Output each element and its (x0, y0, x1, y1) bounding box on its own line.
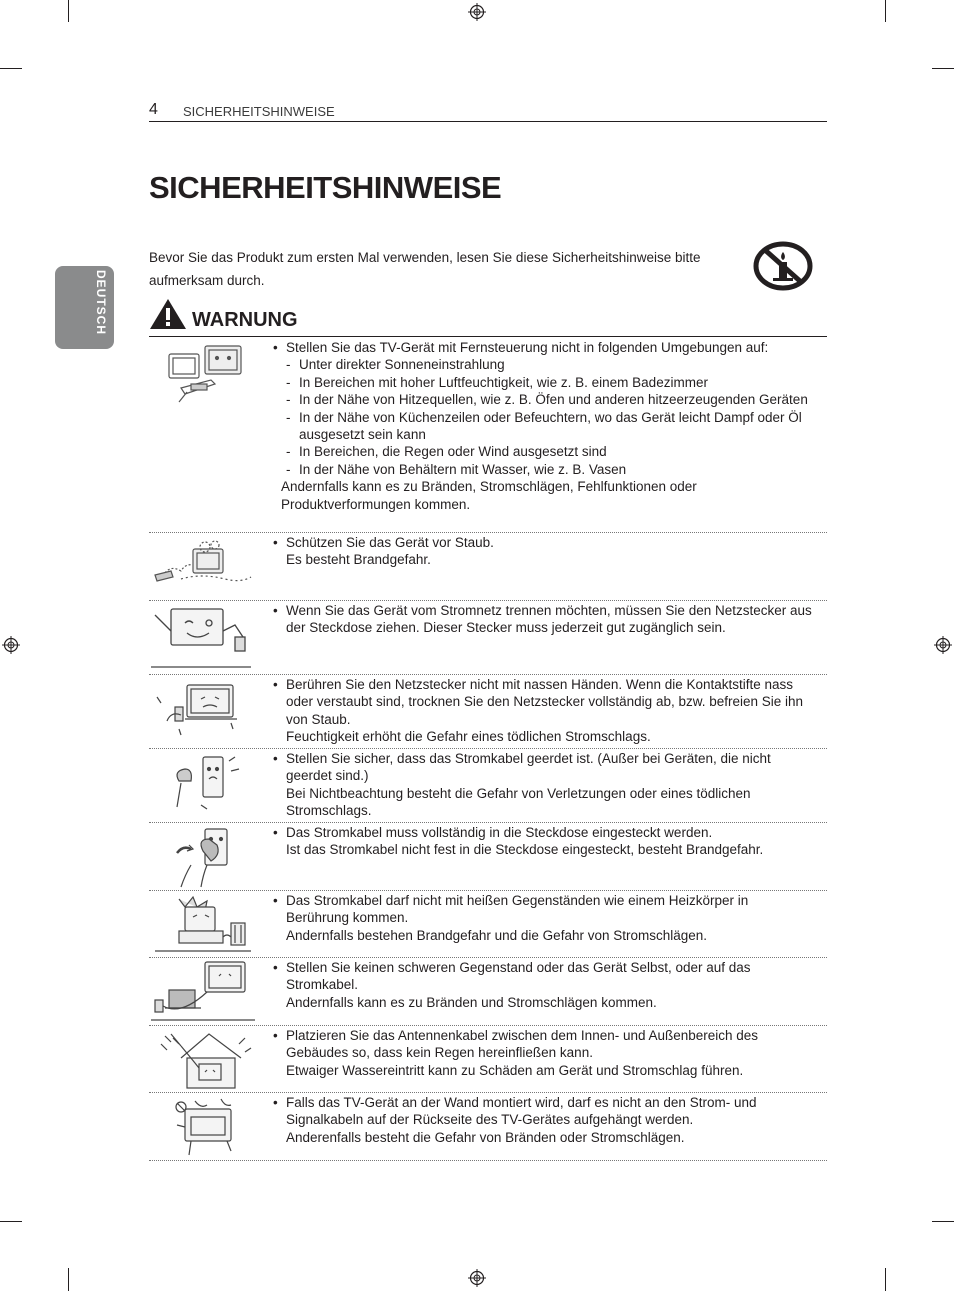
safety-item-4 (149, 675, 827, 749)
safety-item-text (273, 339, 813, 513)
registration-mark-icon (2, 636, 20, 654)
safety-item-2 (149, 533, 827, 601)
safety-item-5 (149, 749, 827, 823)
no-candle-icon (753, 240, 813, 292)
safety-item-1 (149, 338, 827, 533)
header-rule (149, 121, 827, 122)
consequence-text: Etwaiger Wassereintritt kann zu Schäden am Gerät und Stromschlag führen. (286, 1062, 744, 1078)
registration-mark-icon (934, 636, 952, 654)
consequence-text: Es besteht Brandgefahr. (286, 552, 431, 568)
safety-item-9 (149, 1026, 827, 1093)
safety-item-text (273, 824, 813, 859)
bullet-text: • Platzieren Sie das Antennenkabel zwischen dem Innen- und Außenbereich des Gebäudes so, dass kein Regen hereinfließen kann. (273, 1027, 813, 1062)
heavy-object-illustration-icon (151, 960, 261, 1022)
crop-mark (68, 1268, 69, 1291)
safety-item-text (273, 959, 813, 1011)
plug-insert-illustration-icon (151, 825, 261, 889)
warning-triangle-icon (149, 298, 187, 330)
dust-illustration-icon (151, 535, 261, 595)
intro-text: Bevor Sie das Produkt zum ersten Mal verwenden, lesen Sie diese Sicherheitshinweise bitte aufmerksam durch. (149, 250, 701, 288)
safety-item-text (273, 534, 813, 569)
page-number: 4 (149, 101, 158, 118)
bullet-text: • Stellen Sie keinen schweren Gegenstand oder das Gerät Selbst, oder auf das Stromkabel. (273, 959, 813, 994)
page-title: SICHERHEITSHINWEISE (149, 170, 502, 205)
wet-hands-illustration-icon (151, 677, 261, 743)
crop-mark (68, 0, 69, 22)
registration-mark-icon (468, 1269, 486, 1287)
tv-environment-illustration-icon (151, 340, 261, 410)
crop-mark (0, 1221, 22, 1222)
antenna-cable-illustration-icon (151, 1028, 261, 1090)
safety-item-text (273, 750, 813, 820)
bullet-text: • Falls das TV-Gerät an der Wand montiert wird, darf es nicht an den Strom- und Signalkabeln auf der Rückseite des TV-Gerätes aufgehängt werden. (273, 1094, 813, 1129)
registration-mark-icon (468, 3, 486, 21)
consequence-text: Andernfalls kann es zu Bränden, Stromschlägen, Fehlfunktionen oder Produktverformungen kommen. (281, 479, 697, 512)
sub-item: - In der Nähe von Behältern mit Wasser, wie z. B. Vasen (273, 461, 813, 478)
bullet-text: • Stellen Sie sicher, dass das Stromkabel geerdet ist. (Außer bei Geräten, die nicht geerdet sind.) (273, 750, 813, 785)
bullet-text: • Wenn Sie das Gerät vom Stromnetz trennen möchten, müssen Sie den Netzstecker aus der Steckdose ziehen. Dieser Stecker muss jederzeit gut zugänglich sein. (273, 602, 813, 637)
bullet-text: • Stellen Sie das TV-Gerät mit Fernsteuerung nicht in folgenden Umgebungen auf: (273, 339, 813, 356)
bullet-text: • Das Stromkabel darf nicht mit heißen Gegenständen wie einem Heizkörper in Berührung kommen. (273, 892, 813, 927)
sub-item: - In der Nähe von Hitzequellen, wie z. B. Öfen und anderen hitzeerzeugenden Geräten (273, 391, 813, 408)
grounded-plug-illustration-icon (151, 751, 261, 817)
sub-item: - In Bereichen, die Regen oder Wind ausgesetzt sind (273, 443, 813, 460)
unplug-illustration-icon (151, 603, 261, 669)
safety-item-text (273, 602, 813, 637)
safety-item-text (273, 676, 813, 746)
safety-item-3 (149, 601, 827, 675)
safety-item-8 (149, 958, 827, 1026)
sub-item: - Unter direkter Sonneneinstrahlung (273, 356, 813, 373)
safety-item-6 (149, 823, 827, 891)
crop-mark (885, 1268, 886, 1291)
running-header: SICHERHEITSHINWEISE (183, 104, 335, 119)
crop-mark (932, 1221, 954, 1222)
safety-item-7 (149, 891, 827, 958)
safety-item-text (273, 892, 813, 944)
sub-item: - In Bereichen mit hoher Luftfeuchtigkeit, wie z. B. einem Badezimmer (273, 374, 813, 391)
safety-item-10 (149, 1093, 827, 1161)
consequence-text: Feuchtigkeit erhöht die Gefahr eines tödlichen Stromschlags. (286, 729, 651, 745)
consequence-text: Andernfalls kann es zu Bränden und Stromschlägen kommen. (286, 994, 657, 1010)
crop-mark (885, 0, 886, 22)
crop-mark (0, 68, 22, 69)
consequence-text: Andernfalls bestehen Brandgefahr und die Gefahr von Stromschlägen. (286, 927, 708, 943)
consequence-text: Bei Nichtbeachtung besteht die Gefahr von Verletzungen oder eines tödlichen Stromschlags. (286, 785, 751, 819)
consequence-text: Ist das Stromkabel nicht fest in die Steckdose eingesteckt, besteht Brandgefahr. (286, 842, 764, 858)
crop-mark (932, 68, 954, 69)
language-label: DEUTSCH (94, 270, 108, 336)
safety-item-text (273, 1027, 813, 1079)
bullet-text: • Schützen Sie das Gerät vor Staub. (273, 534, 813, 551)
heater-illustration-icon (151, 893, 261, 955)
wall-mount-illustration-icon (151, 1095, 261, 1159)
safety-item-text (273, 1094, 813, 1146)
sub-item: - In der Nähe von Küchenzeilen oder Befeuchtern, wo das Gerät leicht Dampf oder Öl ausgesetzt sein kann (273, 409, 813, 444)
bullet-text: • Berühren Sie den Netzstecker nicht mit nassen Händen. Wenn die Kontaktstifte nass oder verstaubt sind, trocknen Sie den Netzstecker vollständig ab, bzw. befreien Sie ihn von Staub. (273, 676, 813, 728)
consequence-text: Anderenfalls besteht die Gefahr von Bränden oder Stromschlägen. (286, 1129, 685, 1145)
warning-heading: WARNUNG (192, 309, 298, 331)
warning-rule (149, 336, 827, 337)
bullet-text: • Das Stromkabel muss vollständig in die Steckdose eingesteckt werden. (273, 824, 813, 841)
